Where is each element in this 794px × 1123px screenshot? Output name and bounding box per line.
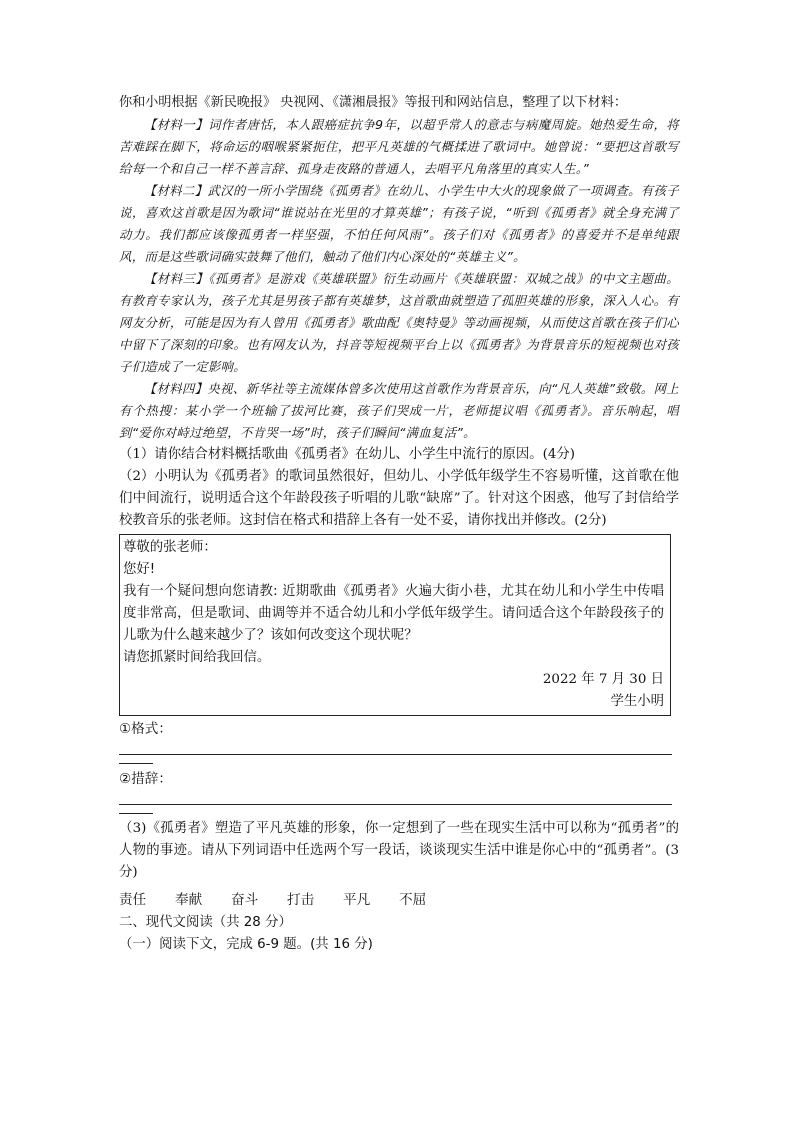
- answer-wording-line[interactable]: [119, 790, 672, 805]
- answer-wording-line-end: [119, 805, 153, 814]
- word-option: 不屈: [399, 892, 427, 908]
- letter-closing: 请您抓紧时间给我回信。: [123, 650, 271, 665]
- question-2: （2）小明认为《孤勇者》的歌词虽然很好，但幼儿、小学低年级学生不容易听懂，这首歌在他们中间流行，说明适合这个年龄段孩子听唱的儿歌“缺席”了。针对这个困惑，他写了封信给学校教音乐的张老师。这封信在格式和措辞上各有一处不妥，请你找出并修改。(2分): [119, 469, 679, 528]
- answer-format-label: ①格式：: [119, 721, 172, 737]
- word-option: 打击: [287, 892, 315, 908]
- word-option: 奋斗: [231, 892, 259, 908]
- letter-body: 我有一个疑问想向您请教: 近期歌曲《孤勇者》火遍大街小巷，尤其在幼儿和小学生中传唱度非常高，但是歌词、曲调等并不适合幼儿和小学低年级学生。请问适合这个年龄段孩子的儿歌为什么越来越少了？该如何改变这个现状呢？: [123, 584, 664, 643]
- letter-salutation: 尊敬的张老师：: [123, 540, 217, 555]
- word-options: [119, 888, 679, 912]
- letter-date: 2022 年 7 月 30 日: [542, 672, 664, 687]
- letter-box: [119, 534, 671, 716]
- question-3: （3)《孤勇者》塑造了平凡英雄的形象，你一定想到了一些在现实生活中可以称为“孤勇者”的人物的事迹。请从下列词语中任选两个写一段话，谈谈现实生活中谁是你心中的“孤勇者”。(3分): [119, 821, 679, 880]
- word-option: 奉献: [175, 892, 203, 908]
- answer-format-line[interactable]: [119, 740, 672, 755]
- material-4: 【材料四】央视、新华社等主流媒体曾多次使用这首歌作为背景音乐，向“凡人英雄”致敬。网上有个热搜：某小学一个班输了拔河比赛，孩子们哭成一片，老师提议唱《孤勇者》。音乐响起，唱到“爱你对峙过绝望，不肯哭一场”时，孩子们瞬间“满血复活”。: [119, 381, 679, 440]
- answer-format-line-end: [119, 755, 153, 764]
- material-3: 【材料三】《孤勇者》是游戏《英雄联盟》衍生动画片《英雄联盟：双城之战》的中文主题曲。有教育专家认为，孩子尤其是男孩子都有英雄梦，这首歌曲就塑造了孤胆英雄的形象，深入人心。有网友分析，可能是因为有人曾用《孤勇者》歌曲配《奥特曼》等动画视频，从而使这首歌在孩子们心中留下了深刻的印象。也有网友认为，抖音等短视频平台上以《孤勇者》为背景音乐的短视频也对孩子们造成了一定影响。: [119, 271, 679, 374]
- section-2-heading: 二、现代文阅读（共 28 分）: [119, 915, 292, 930]
- material-1: 【材料一】词作者唐恬，本人跟癌症抗争9年，以超乎常人的意志与病魔周旋。她热爱生命，将苦难踩在脚下，将命运的咽喉紧紧扼住，把平凡英雄的气概揉进了歌词中。她曾说：“要把这首歌写给每一个和自己一样不善言辞、孤身走夜路的普通人，去唱平凡角落里的真实人生。”: [119, 117, 679, 176]
- question-1: （1）请你结合材料概括歌曲《孤勇者》在幼儿、小学生中流行的原因。(4分): [119, 447, 575, 462]
- section-2-subheading: （一）阅读下文，完成 6-9 题。(共 16 分): [119, 937, 373, 952]
- exam-page: [119, 92, 679, 956]
- letter-greeting: 您好!: [123, 562, 156, 577]
- intro-text: 你和小明根据《新民晚报》 央视网、《潇湘晨报》等报刊和网站信息，整理了以下材料：: [119, 95, 627, 110]
- word-option: 责任: [119, 892, 147, 908]
- word-option: 平凡: [343, 892, 371, 908]
- letter-signature: 学生小明: [610, 694, 664, 709]
- material-2: 【材料二】武汉的一所小学围绕《孤勇者》在幼儿、小学生中大火的现象做了一项调查。有孩子说，喜欢这首歌是因为歌词“谁说站在光里的才算英雄”；有孩子说，“听到《孤勇者》就全身充满了动力。我们都应该像孤勇者一样坚强，不怕任何风雨”。孩子们对《孤勇者》的喜爱并不是单纯跟风，而是这些歌词确实鼓舞了他们，触动了他们内心深处的“英雄主义”。: [119, 183, 679, 264]
- answer-wording-label: ②措辞：: [119, 771, 172, 787]
